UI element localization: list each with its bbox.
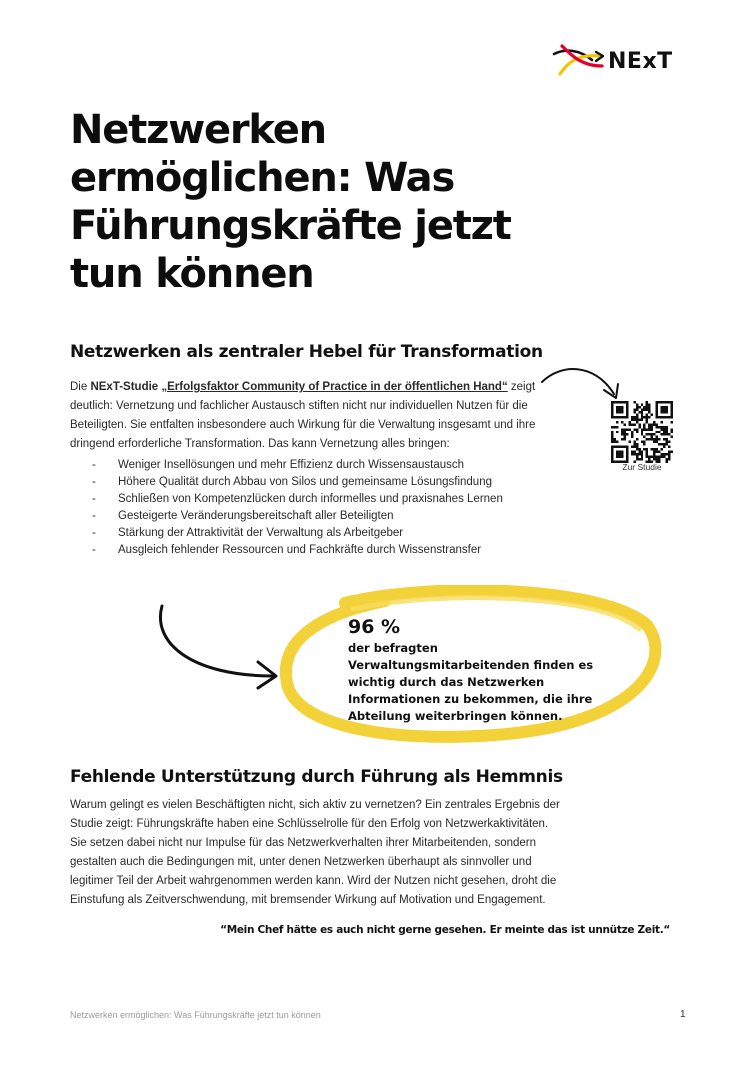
list-item (70, 508, 530, 525)
bullet-marker: - (92, 510, 96, 522)
list-item-text: Stärkung der Attraktivität der Verwaltung als Arbeitgeber (118, 527, 404, 539)
list-item (70, 491, 530, 508)
bullet-marker: - (92, 493, 96, 505)
section-heading-hemmnis: Fehlende Unterstützung durch Führung als Hemmnis (70, 767, 563, 787)
bullet-marker: - (92, 476, 96, 488)
bullet-marker: - (92, 459, 96, 471)
logo-text: NExT (608, 49, 673, 74)
intro-rest: zeigt deutlich: Vernetzung und fachlicher Austausch stiften nicht nur individuellen Nutzen für die Beteiligten. Sie entfalten insbesondere auch Wirkung für die Verwaltung insgesamt und ihre dringend erforderliche Transformation. Das kann Vernetzung alles bringen: (70, 381, 536, 450)
intro-prefix: Die (70, 381, 91, 393)
benefits-list (70, 457, 530, 559)
stat-description: der befragten Verwaltungsmitarbeitenden finden es wichtig durch das Netzwerken Informationen zu bekommen, die ihre Abteilung weiterbringen können. (348, 641, 594, 723)
list-item-text: Weniger Insellösungen und mehr Effizienz durch Wissensaustausch (118, 459, 465, 471)
list-item (70, 457, 530, 474)
stat-value: 96 % (348, 616, 401, 638)
page-title: Netzwerken ermöglichen: Was Führungskräfte jetzt tun können (70, 107, 511, 297)
intro-paragraph (70, 378, 560, 454)
footer-text: Netzwerken ermöglichen: Was Führungskräfte jetzt tun können (70, 1010, 321, 1020)
list-item (70, 542, 530, 559)
list-item-text: Gesteigerte Veränderungsbereitschaft aller Beteiligten (118, 510, 394, 522)
list-item (70, 525, 530, 542)
bullet-marker: - (92, 544, 96, 556)
list-item-text: Höhere Qualität durch Abbau von Silos und gemeinsame Lösungsfindung (118, 476, 492, 488)
qr-code-icon[interactable] (611, 401, 673, 463)
curved-arrow-icon (150, 600, 285, 690)
list-item-text: Ausgleich fehlender Ressourcen und Fachkräfte durch Wissenstransfer (118, 544, 482, 556)
list-item (70, 474, 530, 491)
leadership-paragraph: Warum gelingt es vielen Beschäftigten nicht, sich aktiv zu vernetzen? Ein zentrales Ergebnis der Studie zeigt: Führungskräfte haben eine Schlüsselrolle für den Erfolg von Netzwerkaktivitäten. Sie setzen dabei nicht nur Impulse für das Netzwerkverhalten ihrer Mitarbeitenden, sondern gestalten auch die Bedingungen mit, unter denen Netzwerken überhaupt als sinnvoller und legitimer Teil der Arbeit wahrgenommen werden kann. Wird der Nutzen nicht gesehen, droht die Einstufung als Zeitverschwendung, mit bremsender Wirkung auf Motivation und Engagement. (70, 799, 560, 906)
list-item-text: Schließen von Kompetenzlücken durch informelles und praxisnahes Lernen (118, 493, 503, 505)
study-label: NExT-Studie (90, 381, 162, 393)
study-link[interactable]: „Erfolgsfaktor Community of Practice in der öffentlichen Hand“ (161, 381, 508, 393)
quote: “Mein Chef hätte es auch nicht gerne gesehen. Er meinte das ist unnütze Zeit.“ (220, 924, 670, 936)
bullet-marker: - (92, 527, 96, 539)
page-number: 1 (680, 1009, 686, 1020)
section-heading-transformation: Netzwerken als zentraler Hebel für Transformation (70, 342, 543, 362)
qr-caption: Zur Studie (622, 462, 662, 472)
